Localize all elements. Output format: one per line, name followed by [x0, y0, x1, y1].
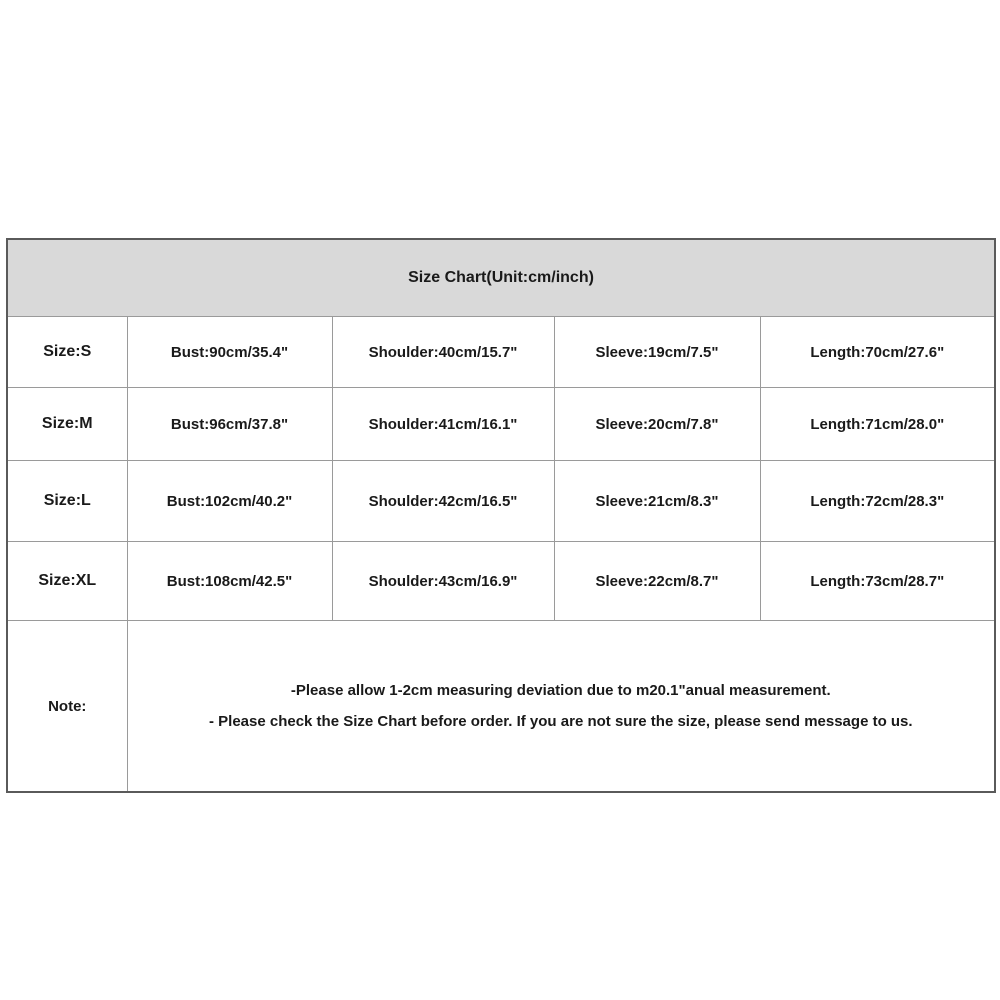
- table-row: [7, 542, 995, 621]
- size-label: Size:XL: [7, 542, 127, 621]
- length-value: Length:71cm/28.0": [760, 388, 995, 461]
- note-content: [127, 621, 995, 793]
- bust-value: Bust:102cm/40.2": [127, 461, 332, 542]
- table-row: [7, 317, 995, 388]
- length-value: Length:73cm/28.7": [760, 542, 995, 621]
- note-line: -Please allow 1-2cm measuring deviation due to m20.1"anual measurement.: [290, 682, 831, 699]
- size-label: Size:L: [7, 461, 127, 542]
- size-chart-table: [6, 238, 996, 793]
- bust-value: Bust:108cm/42.5": [127, 542, 332, 621]
- note-row: [7, 621, 995, 793]
- shoulder-value: Shoulder:43cm/16.9": [332, 542, 554, 621]
- table-header-row: [7, 239, 995, 317]
- size-label: Size:M: [7, 388, 127, 461]
- bust-value: Bust:90cm/35.4": [127, 317, 332, 388]
- size-chart-title: Size Chart(Unit:cm/inch): [7, 239, 995, 317]
- sleeve-value: Sleeve:19cm/7.5": [554, 317, 760, 388]
- note-label: Note:: [7, 621, 127, 793]
- length-value: Length:72cm/28.3": [760, 461, 995, 542]
- shoulder-value: Shoulder:42cm/16.5": [332, 461, 554, 542]
- sleeve-value: Sleeve:22cm/8.7": [554, 542, 760, 621]
- table-row: [7, 388, 995, 461]
- length-value: Length:70cm/27.6": [760, 317, 995, 388]
- shoulder-value: Shoulder:41cm/16.1": [332, 388, 554, 461]
- sleeve-value: Sleeve:20cm/7.8": [554, 388, 760, 461]
- note-line: - Please check the Size Chart before order. If you are not sure the size, please send message to us.: [208, 713, 913, 730]
- sleeve-value: Sleeve:21cm/8.3": [554, 461, 760, 542]
- shoulder-value: Shoulder:40cm/15.7": [332, 317, 554, 388]
- table-row: [7, 461, 995, 542]
- size-label: Size:S: [7, 317, 127, 388]
- bust-value: Bust:96cm/37.8": [127, 388, 332, 461]
